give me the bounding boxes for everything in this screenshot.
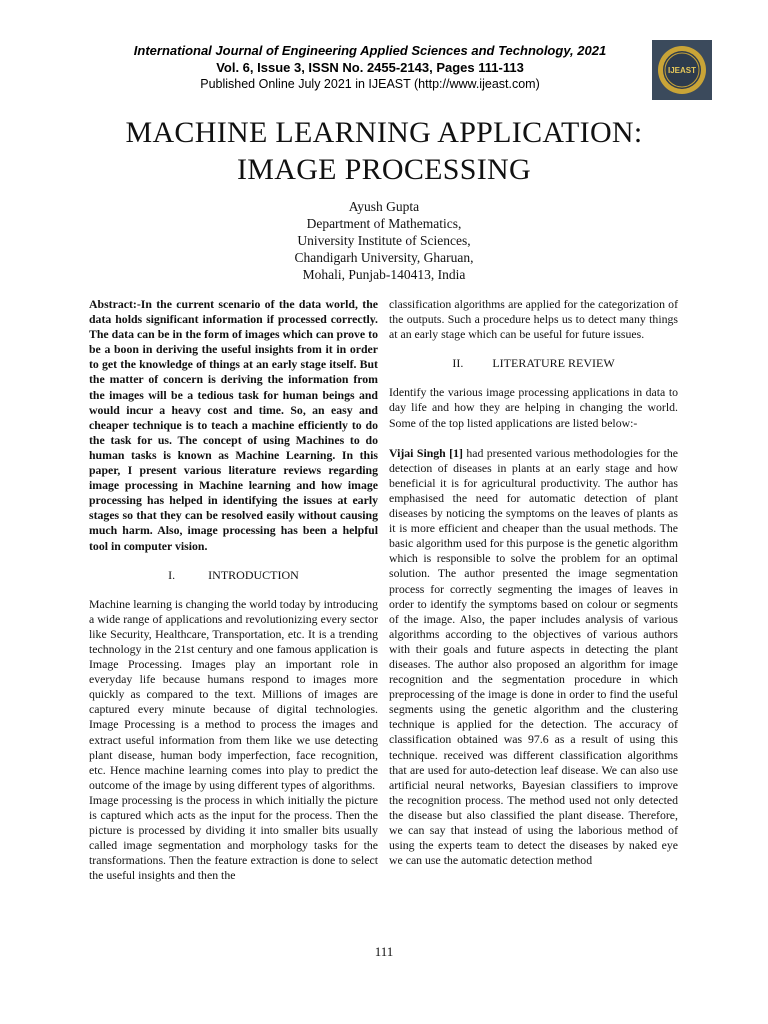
literature-paragraph-2 — [389, 446, 678, 869]
section-number: II. — [452, 356, 464, 371]
citation-lead: Vijai Singh [1] — [389, 445, 463, 460]
section-heading-literature-review — [389, 356, 678, 371]
author-university: Chandigarh University, Gharuan, — [294, 250, 474, 265]
literature-paragraph-1: Identify the various image processing applications in data to day life and how they are helping in changing the world. Some of the top listed applications are listed below:- — [389, 385, 678, 430]
continuation-paragraph: classification algorithms are applied for the categorization of the outputs. Such a procedure helps us to detect many things at an early stage which can be useful for future issues. — [389, 297, 678, 342]
author-address: Mohali, Punjab-140413, India — [302, 267, 466, 282]
volume-line: Vol. 6, Issue 3, ISSN No. 2455-2143, Pages 111-113 — [216, 60, 524, 75]
literature-paragraph-2-text: had presented various methodologies for the detection of diseases in plants at an early stage and how beneficial it is for agricultural productivity. The author has emphasised the need for automatic detection of plant diseases by noticing the symptoms on the leaves of plants as it is more efficient and cheaper than the usual methods. The basic algorithm used for this purpose is the genetic algorithm which is responsible to solve the problem for an optimal solution. The author presented the image segmentation process for correctly segmenting the images of leaves in order to identify the symptoms based on colour or segments of the image. Also, the paper includes analysis of various algorithms according to the objectives of various authors with their goals and future aspects in detecting the plant diseases. The author also proposed an algorithm for image recognition and the segmentation procedure in which preprocessing of the image is done in order to find the useful segments using the genetic algorithm and the clustering technique is applied for the detection. The accuracy of classification obtained was 97.6 as a result of using this technique. received was different classification algorithms that are used for auto-detection leaf disease. We can also use artificial neural networks, Bayesian classifiers to improve the recognition process. The method used not only detected the disease but also classified the plant disease. Therefore, we can say that instead of using the laborious method of using the experts team to detect the diseases by naked eye we can use the automatic detection method — [389, 445, 678, 868]
journal-header — [120, 42, 620, 92]
section-title: INTRODUCTION — [208, 567, 299, 582]
author-dept: Department of Mathematics, — [306, 216, 462, 231]
section-title: LITERATURE REVIEW — [492, 356, 615, 371]
intro-paragraph-1: Machine learning is changing the world today by introducing a wide range of applications and revolutionizing every sector like Security, Healthcare, Transportation, etc. It is a trending technology in the 21st century and one famous application is Image Processing. Images play an important role in everyday life because humans respond to images more quickly as compared to the text. Millions of images are captured every minute because of digital technologies. Image Processing is a method to process the images and extract useful information from them like we use detecting plant disease, human body imperfection, face recognition, etc. Hence machine learning comes into play to predict the outcome of the image by using different types of algorithms. — [89, 596, 378, 792]
page-number: 111 — [374, 944, 394, 959]
section-heading-introduction — [89, 568, 378, 583]
title-line-1: MACHINE LEARNING APPLICATION: — [125, 116, 643, 149]
author-institute: University Institute of Sciences, — [297, 233, 471, 248]
author-name: Ayush Gupta — [348, 199, 420, 214]
title-line-2: IMAGE PROCESSING — [236, 153, 531, 186]
paper-title — [60, 114, 708, 188]
abstract: Abstract:-In the current scenario of the data world, the data holds significant information if processed correctly. The data can be in the form of images which can prove to be a boon in deriving the useful insights from it in order to get the knowledge of things at an early stage itself. But the matter of concern is deriving the information from the images will be a tedious task for human beings and would incur a heavy cost and time. So, an easy and cheaper technique is to teach a machine efficiently to do the task for us. The concept of using Machines to do human tasks is known as Machine Learning. In this paper, I present various literature reviews regarding image processing in Machine learning and how image processing has helped in identifying the issues at early stages so that they can be resolved easily without causing much harm. Also, image processing has been a helpful tool in computer vision. — [89, 297, 378, 553]
right-column — [389, 297, 678, 868]
published-line: Published Online July 2021 in IJEAST (http://www.ijeast.com) — [200, 77, 540, 91]
section-number: I. — [168, 567, 176, 582]
intro-paragraph-2: Image processing is the process in which initially the picture is captured which acts as the input for the process. Then the picture is processed by dividing it into smaller bits usually called image segmentation and morphology tasks for the transformations. Then the feature extraction is done to select the useful insights and then the — [89, 792, 378, 883]
logo-text: IJEAST — [667, 66, 697, 75]
journal-name: International Journal of Engineering Applied Sciences and Technology, 2021 — [133, 43, 607, 58]
journal-logo — [652, 40, 712, 100]
left-column — [89, 297, 378, 883]
author-block — [184, 198, 584, 283]
